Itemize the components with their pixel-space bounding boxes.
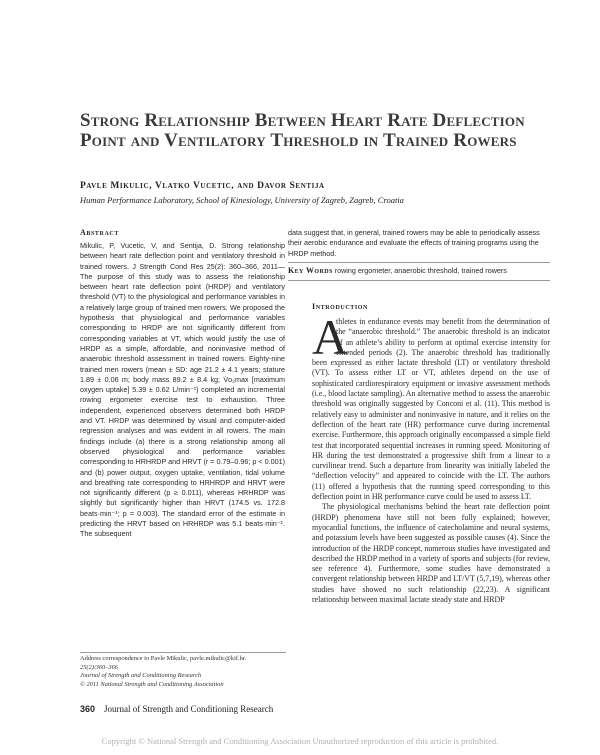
footnotes bbox=[80, 655, 290, 689]
article-title: Strong Relationship Between Heart Rate Deflection Point and Ventilatory Threshold in Trained Rowers bbox=[80, 110, 525, 151]
abstract-text: Mikulic, P, Vucetic, V, and Sentija, D. Strong relationship between heart rate deflection point and ventilatory threshold in trained rowers. J Strength Cond Res 25(2): 360–366, 2011—The purpose of this study was to assess the relationship between heart rate deflection point (HRDP) and ventilatory threshold (VT) to the physiological and performance variables in a relatively large group of trained men rowers. We proposed the hypothesis that physiological and performance variables corresponding to HRDP are not significantly different from corresponding variables at VT, which would justify the use of HRDP as a simple, affordable, and noninvasive method of anaerobic threshold assessment in trained rowers. Eighty-nine trained men rowers (mean ± SD: age 21.2 ± 4.1 years; stature 1.89 ± 0.06 m; body mass 89.2 ± 8.4 kg; V̇o₂max [maximum oxygen uptake] 5.39 ± 0.62 L/min⁻¹) completed an incremental rowing ergometer exercise test to exhaustion. Three independent, experienced observers determined both HRDP and VT. HRDP was determined by visual and computer-aided regression analyses and was evident in all rowers. The main findings include (a) there is a strong relationship among all observed physiological and performance variables corresponding to HRHRDP and HRVT (r = 0.79–0.96; p < 0.001) and (b) power output, oxygen uptake, ventilation, tidal volume and breathing rate corresponding to HRHRDP and HRVT were not significantly different (p ≥ 0.011), whereas HRHRDP was slightly but significantly higher than HRVT (174.5 vs. 172.8 beats·min⁻¹; p = 0.003). The standard error of the estimate in predicting the HRVT based on HRHRDP was 5.1 beats·min⁻¹. The subsequent bbox=[80, 241, 285, 539]
journal-note: Journal of Strength and Conditioning Research bbox=[80, 672, 202, 680]
page-number: 360 bbox=[80, 704, 96, 714]
correspondence-note: Address correspondence to Pavle Mikulic, pavle.mikulic@kif.hr. bbox=[80, 655, 247, 662]
intro-paragraph-1: thletes in endurance events may benefit from the determination of the “anaerobic threshold.” The anaerobic threshold is an indicator of an athlete’s ability to perform at optimal exercise intensity for extended periods (2). The anaerobic threshold has traditionally been expressed as either lactate threshold (LT) or ventilatory threshold (VT). To assess either LT or VT, athletes depend on the use of sophisticated cardiorespiratory equipment or invasive assessment methods (i.e., blood lactate sampling). An alternative method to assess the anaerobic threshold was originally suggested by Conconi et al. (11). This method is relatively easy to administer and noninvasive in nature, and it relies on the deflection of the heart rate (HR) performance curve during incremental exercise. Furthermore, this approach originally encompassed a simple field test that incorporated sequential increases in running speed. Monitoring of HR during the test demonstrated a progressive shift from a linear to a curvilinear trend. Such a departure from linearity was initially labeled the “deflection velocity” and appeared to coincide with the LT. The authors (11) offered a hypothesis that the running speed corresponding to this deflection point in HR performance curve could be used to assess LT. bbox=[312, 317, 550, 502]
drop-cap: A bbox=[312, 309, 349, 365]
intro-paragraph-2: The physiological mechanisms behind the heart rate deflection point (HRDP) phenomena have still not been fully explained; however, myocardial functions, the influence of catecholamine and neural systems, and potassium levels have been suggested as possible causes (4). Since the introduction of the HRDP concept, numerous studies have investigated and described the HRDP method in a variety of sports and subjects (for review, see reference 4). Furthermore, some studies have demonstrated a convergent relationship between HRDP and LT/VT (5,7,19), whereas other studies have showed no such relationship (22,23). A significant relationship between maximal lactate steady state and HRDP bbox=[312, 502, 550, 605]
abstract-heading: Abstract bbox=[80, 228, 119, 237]
keywords-label: Key Words bbox=[288, 266, 333, 275]
journal-footer: Journal of Strength and Conditioning Research bbox=[104, 704, 274, 714]
abstract-continuation: data suggest that, in general, trained rowers may be able to periodically assess their aerobic endurance and evaluate the effects of training programs using the HRDP method. bbox=[288, 228, 540, 258]
keywords-box bbox=[288, 262, 550, 281]
introduction-heading: Introduction bbox=[312, 302, 368, 311]
affiliation: Human Performance Laboratory, School of Kinesiology, University of Zagreb, Zagreb, Croatia bbox=[80, 195, 404, 205]
footnote-divider bbox=[80, 652, 286, 653]
copyright-watermark: Copyright © National Strength and Conditioning Association Unauthorized reproduction of this article is prohibited. bbox=[101, 736, 499, 746]
drop-cap-spacer bbox=[312, 317, 336, 348]
volume-note: 25(2)/360–366 bbox=[80, 663, 118, 671]
keywords-text: rowing ergometer, anaerobic threshold, trained rowers bbox=[334, 266, 507, 275]
introduction-body bbox=[312, 309, 550, 605]
copyright-note: © 2011 National Strength and Conditioning Association bbox=[80, 680, 224, 688]
author-list: Pavle Mikulic, Vlatko Vucetic, and Davor Sentija bbox=[80, 181, 325, 191]
